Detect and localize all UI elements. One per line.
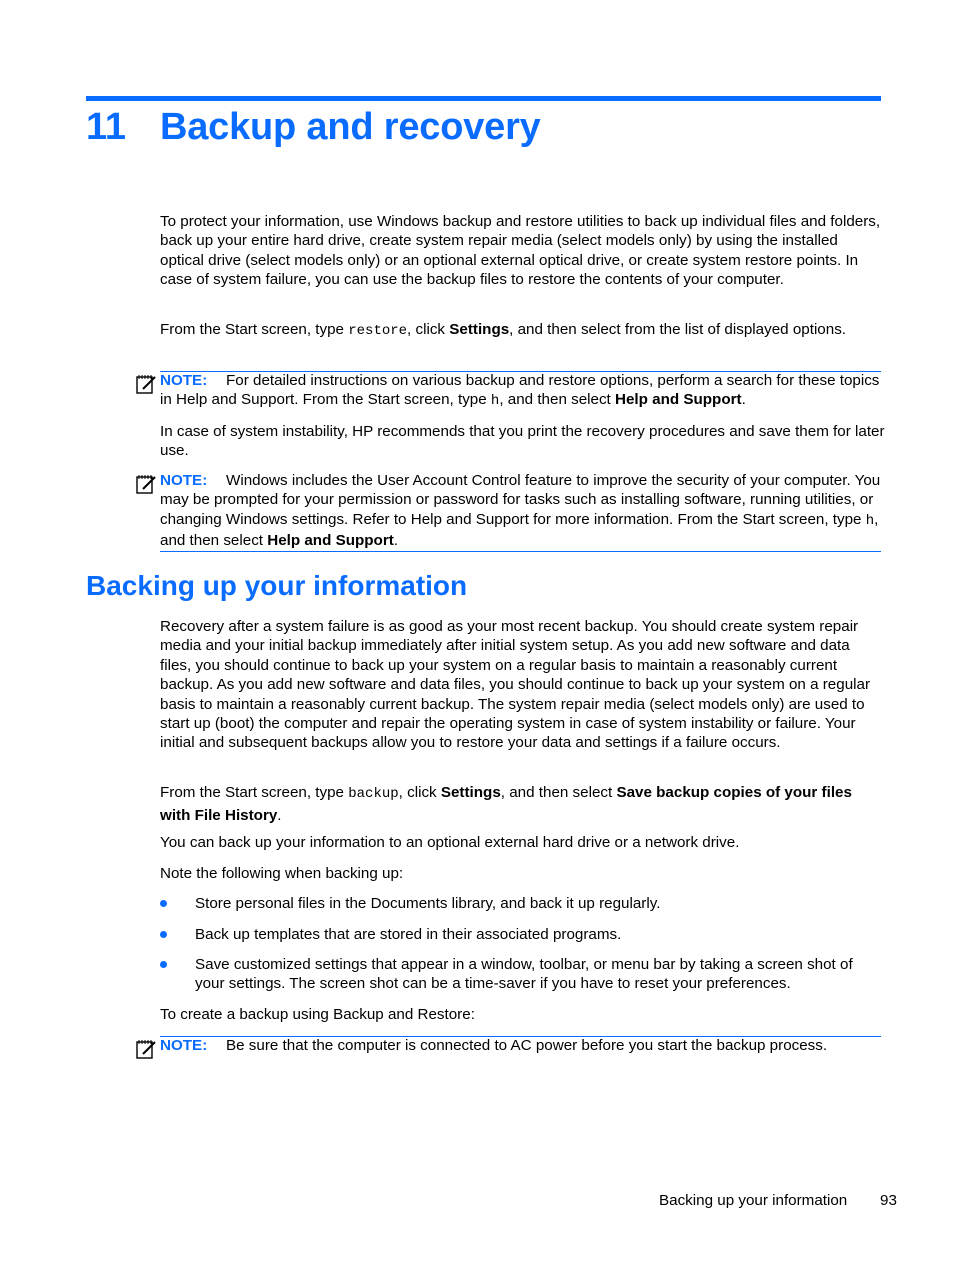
note-pencil-icon <box>135 473 157 495</box>
list-item <box>160 925 885 944</box>
section-p2-text-b: , click <box>398 784 441 801</box>
section-paragraph-3: You can back up your information to an optional external hard drive or a network drive. <box>160 834 740 851</box>
intro-p2-text-a: From the Start screen, type <box>160 321 349 338</box>
list-item <box>160 955 881 994</box>
note-pencil-icon <box>135 373 157 395</box>
chapter-title: Backup and recovery <box>160 106 541 148</box>
note-1-text-a: For detailed instructions on various backup and restore options, perform a search for these topics in Help and Support. From the Start screen, type <box>160 372 880 409</box>
page-number: 93 <box>880 1192 897 1209</box>
note-pencil-icon <box>135 1038 157 1060</box>
note-3 <box>160 1036 881 1055</box>
section-heading: Backing up your information <box>86 570 468 601</box>
section-paragraph-2 <box>160 782 885 826</box>
section-p2-text-a: From the Start screen, type <box>160 784 349 801</box>
bullet-icon <box>160 961 167 968</box>
code-backup: backup <box>348 786 399 802</box>
intro-paragraph-1: To protect your information, use Windows backup and restore utilities to back up individual files and folders, back up your entire hard drive, create system repair media (select models only) by using the installed optical drive (select models only) or an optional external optical drive, or create system restore points. In case of system failure, you can use the backup files to restore the contents of your computer. <box>160 213 881 289</box>
bullet-icon <box>160 900 167 907</box>
note-2-text-c: . <box>393 532 399 550</box>
note-1 <box>160 371 885 412</box>
file-history-bold: Save backup copies of your files with File History <box>160 784 852 824</box>
intro-p2-text-c: , and then select from the list of displayed options. <box>509 321 847 338</box>
chapter-top-rule <box>86 96 881 101</box>
help-and-support-bold: Help and Support <box>267 532 394 550</box>
code-restore: restore <box>348 323 408 339</box>
note-1-text-b: , and then select <box>499 391 615 409</box>
section-p2-text-c: , and then select <box>500 784 617 801</box>
note-3-text: Be sure that the computer is connected to AC power before you start the backup process. <box>226 1037 828 1054</box>
intro-paragraph-3: In case of system instability, HP recommends that you print the recovery procedures and save them for later use. <box>160 423 885 460</box>
note-3-label: NOTE: <box>160 1037 208 1054</box>
settings-bold: Settings <box>449 321 510 338</box>
chapter-number: 11 <box>86 106 126 148</box>
intro-p2-text-b: , click <box>407 321 450 338</box>
list-item-text: Save customized settings that appear in a window, toolbar, or menu bar by taking a screen shot of your settings. The screen shot can be a time-saver if you have to reset your preferences. <box>195 956 853 993</box>
note-1-text-c: . <box>741 391 746 409</box>
note-1-label: NOTE: <box>160 372 208 389</box>
chapter-heading <box>86 106 541 149</box>
list-item <box>160 894 885 913</box>
note-2 <box>160 471 881 551</box>
section-paragraph-4: Note the following when backing up: <box>160 865 404 882</box>
settings-bold: Settings <box>440 784 501 801</box>
section-p2-text-d: . <box>277 807 282 824</box>
note-2-label: NOTE: <box>160 472 208 489</box>
list-item-text: Back up templates that are stored in their associated programs. <box>195 926 622 943</box>
intro-paragraph-2 <box>160 319 885 342</box>
bullet-icon <box>160 931 167 938</box>
code-h: h <box>865 512 875 529</box>
section-paragraph-5: To create a backup using Backup and Restore: <box>160 1006 475 1023</box>
note-2-text-a: Windows includes the User Account Control feature to improve the security of your computer. You may be prompted for your permission or password for tasks such as installing software, running utilities, or changing Windows settings. Refer to Help and Support for more information. From the Start screen, type <box>160 472 881 528</box>
list-item-text: Store personal files in the Documents library, and back it up regularly. <box>195 895 661 912</box>
note-2-bottom-rule <box>160 551 881 552</box>
footer-section-title: Backing up your information <box>659 1192 848 1209</box>
section-paragraph-1: Recovery after a system failure is as good as your most recent backup. You should create system repair media and your initial backup immediately after initial system setup. As you add new software and data files, you should continue to back up your system on a regular basis to maintain a reasonably current backup. As you add new software and data files, you should continue to back up your system on a regular basis to maintain a reasonably current backup. The system repair media (select models only) are used to start up (boot) the computer and repair the operating system in case of system instability or failure. Your initial and subsequent backups allow you to restore your data and settings if a failure occurs. <box>160 618 871 752</box>
note-2-text-b: , and then select <box>160 510 879 550</box>
code-h: h <box>490 393 500 410</box>
help-and-support-bold: Help and Support <box>615 391 742 409</box>
